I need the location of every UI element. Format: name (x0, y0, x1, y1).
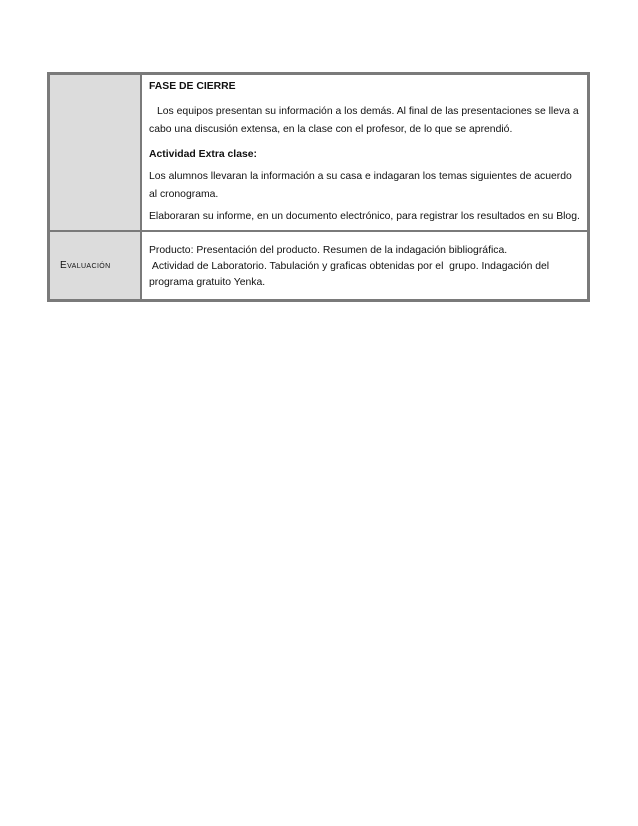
paragraph-home-research: Los alumnos llevaran la información a su casa e indagaran los temas siguientes de acuerdo al cronograma. (149, 171, 572, 200)
planning-table (47, 72, 590, 302)
subheading-extra-clase: Actividad Extra clase: (149, 149, 257, 160)
section-heading: FASE DE CIERRE (149, 81, 236, 92)
row-label-cell (50, 75, 142, 230)
evaluation-content-cell (142, 232, 587, 299)
evaluation-label-cell (50, 232, 142, 299)
evaluation-line-lab: Actividad de Laboratorio. Tabulación y graficas obtenidas por el grupo. Indagación del programa gratuito Yenka. (149, 261, 553, 288)
evaluation-line-product: Producto: Presentación del producto. Resumen de la indagación bibliográfica. (149, 245, 508, 256)
table-row-cierre (50, 75, 587, 230)
evaluation-label: Evaluación (60, 260, 111, 271)
paragraph-report: Elaboraran su informe, en un documento electrónico, para registrar los resultados en su Blog. (149, 211, 580, 222)
row-content-cell (142, 75, 587, 230)
paragraph-presentations: Los equipos presentan su información a los demás. Al final de las presentaciones se lleva a cabo una discusión extensa, en la clase con el profesor, de lo que se aprendió. (149, 106, 579, 135)
table-row-evaluacion (50, 230, 587, 299)
